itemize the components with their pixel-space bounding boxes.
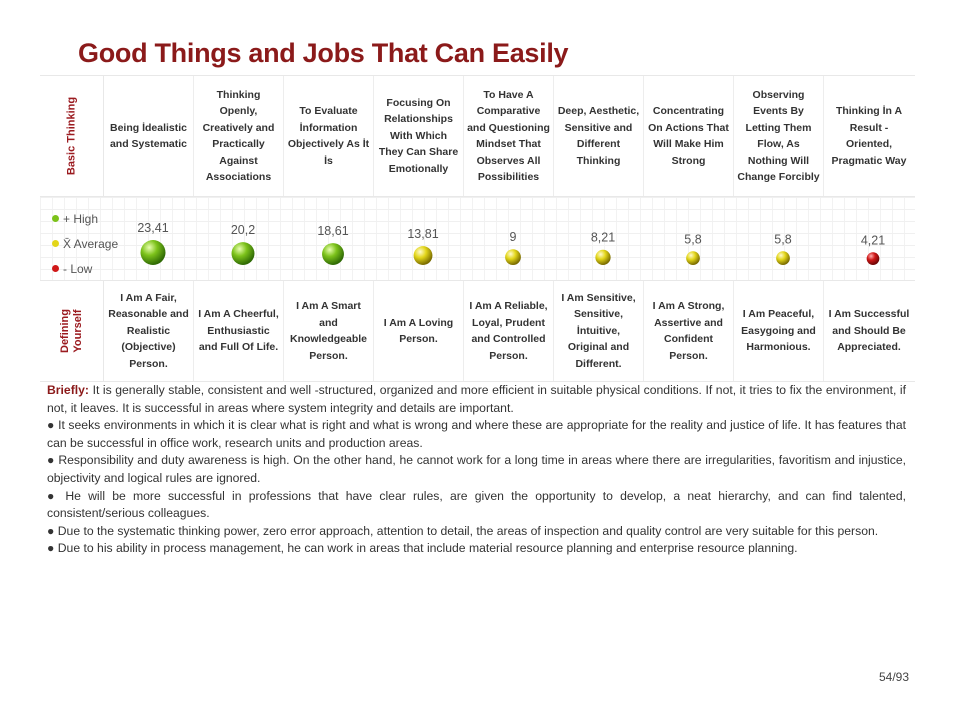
score-label: 9 xyxy=(509,230,517,245)
defining-cell: I Am A Smart and Knowledgeable Person. xyxy=(284,281,374,381)
score-label: 5,8 xyxy=(684,232,702,247)
defining-cell: I Am A Reliable, Loyal, Prudent and Controlled Person. xyxy=(464,281,554,381)
defining-cell: I Am Sensitive, Sensitive, İntuitive, Original and Different. xyxy=(554,281,644,381)
legend-average: X̄ Average xyxy=(52,231,118,256)
score-chart-row xyxy=(40,197,915,281)
score-bubble xyxy=(686,251,700,265)
defining-cell: I Am Peaceful, Easygoing and Harmonious. xyxy=(734,281,824,381)
score-label: 8,21 xyxy=(590,230,616,245)
bullet-item: ● It seeks environments in which it is clear what is right and what is wrong and where these are appropriate for the reality and justice of life. It has features that can be successful in office work, research units and production areas. xyxy=(47,418,906,450)
briefly-label: Briefly: xyxy=(47,383,89,397)
bullet-item: ● Due to his ability in process management, he can work in areas that include material resource planning and enterprise resource planning. xyxy=(47,541,798,556)
defining-yourself-label: Defining Yourself xyxy=(58,309,84,353)
score-bubble xyxy=(414,246,433,265)
legend-high: + High xyxy=(52,206,118,231)
thinking-cell: To Have A Comparative and Questioning Mindset That Observes All Possibilities xyxy=(464,76,554,196)
score-bubble xyxy=(141,240,166,265)
score-bubble xyxy=(776,251,790,265)
score-bubble xyxy=(867,252,880,265)
bullet-item: ● Due to the systematic thinking power, zero error approach, attention to detail, the areas of inspection and quality control are very suitable for this person. xyxy=(47,523,879,538)
thinking-cell: Thinking İn A Result -Oriented, Pragmatic Way xyxy=(831,105,907,167)
score-label: 4,21 xyxy=(860,233,886,248)
legend-low: - Low xyxy=(52,256,118,281)
briefly-section xyxy=(47,382,906,558)
score-bubble xyxy=(595,250,610,265)
bullet-item: ● He will be more successful in professions that have clear rules, are given the opportunity to develop, a neat hierarchy, and can find talented, consistent/serious colleagues. xyxy=(47,488,906,521)
thinking-cell: Thinking Openly, Creatively and Practically Against Associations xyxy=(194,76,284,196)
thinking-cell: Deep, Aesthetic, Sensitive and Different Thinking xyxy=(554,76,644,196)
score-label: 5,8 xyxy=(774,232,792,247)
thinking-cell: To Evaluate İnformation Objectively As İt İs xyxy=(284,76,374,196)
score-bubble xyxy=(232,242,255,265)
thinking-cell: Being İdealistic and Systematic xyxy=(104,76,194,196)
defining-cell: I Am A Cheerful, Enthusiastic and Full Of Life. xyxy=(194,281,284,381)
personality-grid xyxy=(40,75,915,382)
defining-cell: I Am A Loving Person. xyxy=(374,281,464,381)
score-label: 23,41 xyxy=(137,221,169,236)
briefly-intro xyxy=(47,382,906,417)
bullet-item: ● Responsibility and duty awareness is high. On the other hand, he cannot work for a long time in areas where there are irregularities, favoritism and injustice, objectivity and logical rules are ignored. xyxy=(47,453,906,485)
defining-cell: I Am Successful and Should Be Appreciated. xyxy=(828,308,910,354)
score-chart xyxy=(40,197,915,280)
thinking-cell: Observing Events By Letting Them Flow, As Nothing Will Change Forcibly xyxy=(734,76,824,196)
basic-thinking-row xyxy=(40,76,915,197)
defining-cell: I Am A Strong, Assertive and Confident Person. xyxy=(644,281,734,381)
defining-cell: I Am A Fair, Reasonable and Realistic (Objective) Person. xyxy=(104,281,194,381)
defining-yourself-row xyxy=(40,281,915,382)
briefly-intro-text: It is generally stable, consistent and well -structured, organized and more efficient in suitable physical conditions. If not, it tries to fix the environment, if not, it leaves. It is successful in areas where system integrity and details are important. xyxy=(47,383,906,415)
page-number: 54/93 xyxy=(879,670,910,684)
basic-thinking-label: Basic Thinking xyxy=(65,96,77,176)
score-bubble xyxy=(505,249,521,265)
page-title: Good Things and Jobs That Can Easily xyxy=(78,38,569,68)
thinking-cell: Focusing On Relationships With Which They Can Share Emotionally xyxy=(374,76,464,196)
thinking-cell: Concentrating On Actions That Will Make Him Strong xyxy=(644,76,734,196)
score-label: 18,61 xyxy=(317,224,349,239)
score-bubble xyxy=(322,243,344,265)
score-label: 20,2 xyxy=(230,223,256,238)
score-label: 13,81 xyxy=(407,227,439,242)
